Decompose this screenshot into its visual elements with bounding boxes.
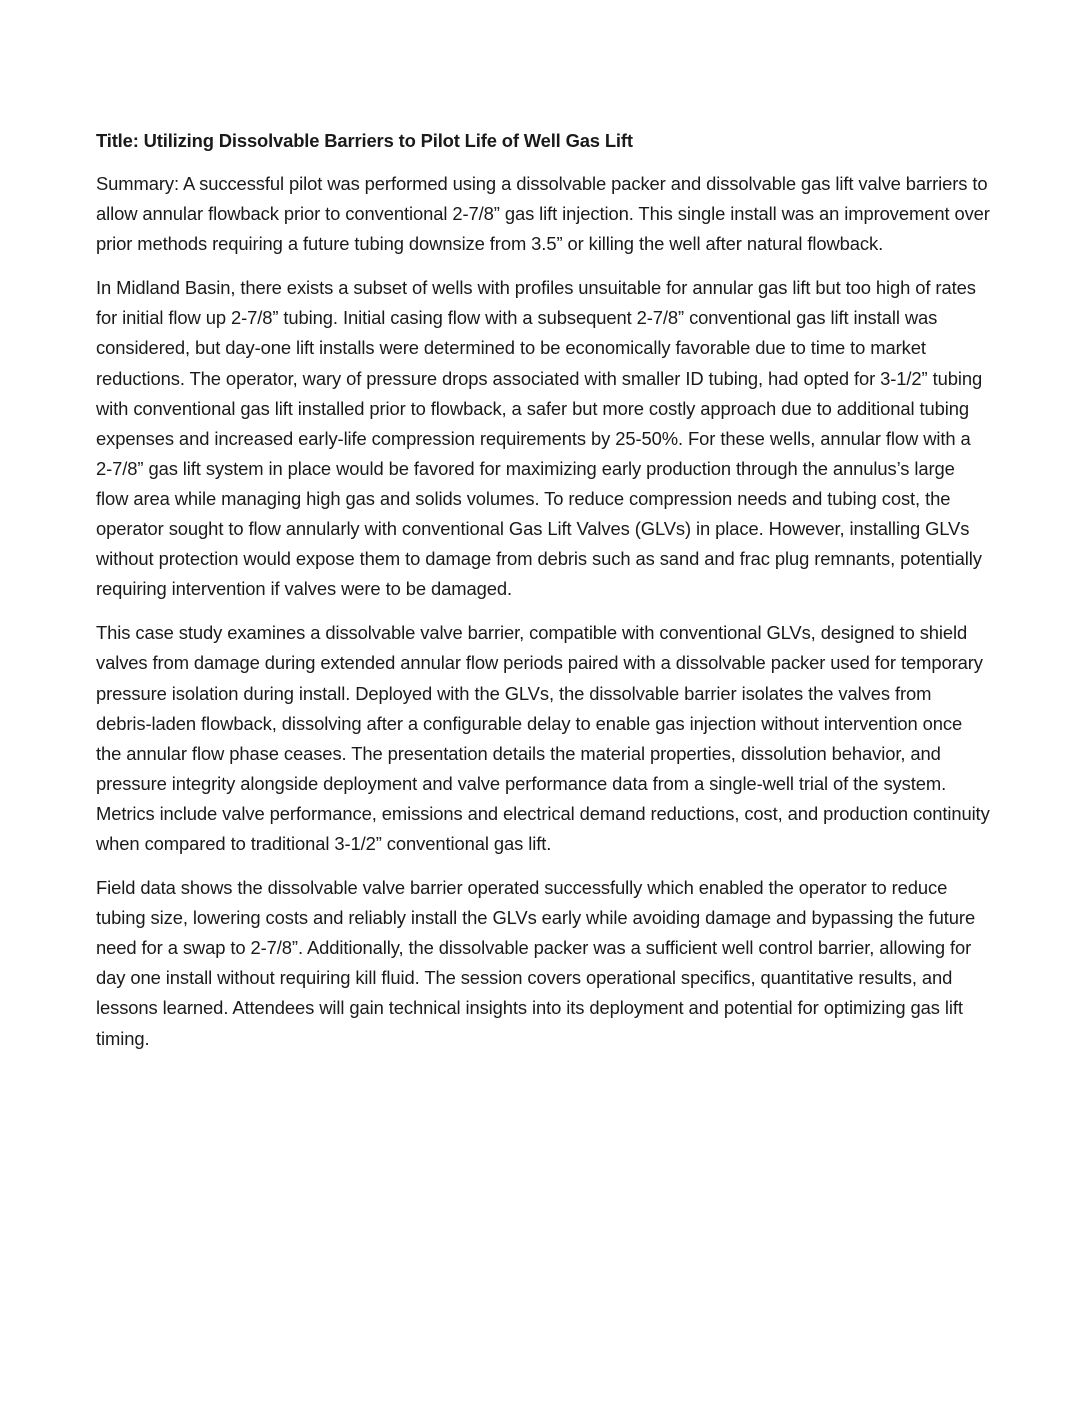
- results-paragraph: Field data shows the dissolvable valve barrier operated successfully which enabled the operator to reduce tubing size, lowering costs and reliably install the GLVs early while avoiding damage and bypassing the future need for a swap to 2-7/8”. Additionally, the dissolvable packer was a sufficient well control barrier, allowing for day one install without requiring kill fluid. The session covers operational specifics, quantitative results, and lessons learned. Attendees will gain technical insights into its deployment and potential for optimizing gas lift timing.: [96, 877, 976, 1049]
- document-title: Title: Utilizing Dissolvable Barriers to Pilot Life of Well Gas Lift: [96, 130, 633, 151]
- case-study-paragraph: This case study examines a dissolvable valve barrier, compatible with conventional GLVs, designed to shield valves from damage during extended annular flow periods paired with a dissolvable packer used for temporary pressure isolation during install. Deployed with the GLVs, the dissolvable barrier isolates the valves from debris-laden flowback, dissolving after a configurable delay to enable gas injection without intervention once the annular flow phase ceases. The presentation details the material properties, dissolution behavior, and pressure integrity alongside deployment and valve performance data from a single-well trial of the system. Metrics include valve performance, emissions and electrical demand reductions, cost, and production continuity when compared to traditional 3-1/2” conventional gas lift.: [96, 622, 990, 854]
- background-paragraph: In Midland Basin, there exists a subset of wells with profiles unsuitable for annular gas lift but too high of rates for initial flow up 2-7/8” tubing. Initial casing flow with a subsequent 2-7/8” conventional gas lift install was considered, but day-one lift installs were determined to be economically favorable due to time to market reductions. The operator, wary of pressure drops associated with smaller ID tubing, had opted for 3-1/2” tubing with conventional gas lift installed prior to flowback, a safer but more costly approach due to additional tubing expenses and increased early-life compression requirements by 25-50%. For these wells, annular flow with a 2-7/8” gas lift system in place would be favored for maximizing early production through the annulus’s large flow area while managing high gas and solids volumes. To reduce compression needs and tubing cost, the operator sought to flow annularly with conventional Gas Lift Valves (GLVs) in place. However, installing GLVs without protection would expose them to damage from debris such as sand and frac plug remnants, potentially requiring intervention if valves were to be damaged.: [96, 277, 983, 600]
- document-body: [96, 127, 991, 1068]
- summary-paragraph: Summary: A successful pilot was performed using a dissolvable packer and dissolvable gas lift valve barriers to allow annular flowback prior to conventional 2-7/8” gas lift injection. This single install was an improvement over prior methods requiring a future tubing downsize from 3.5” or killing the well after natural flowback.: [96, 173, 990, 255]
